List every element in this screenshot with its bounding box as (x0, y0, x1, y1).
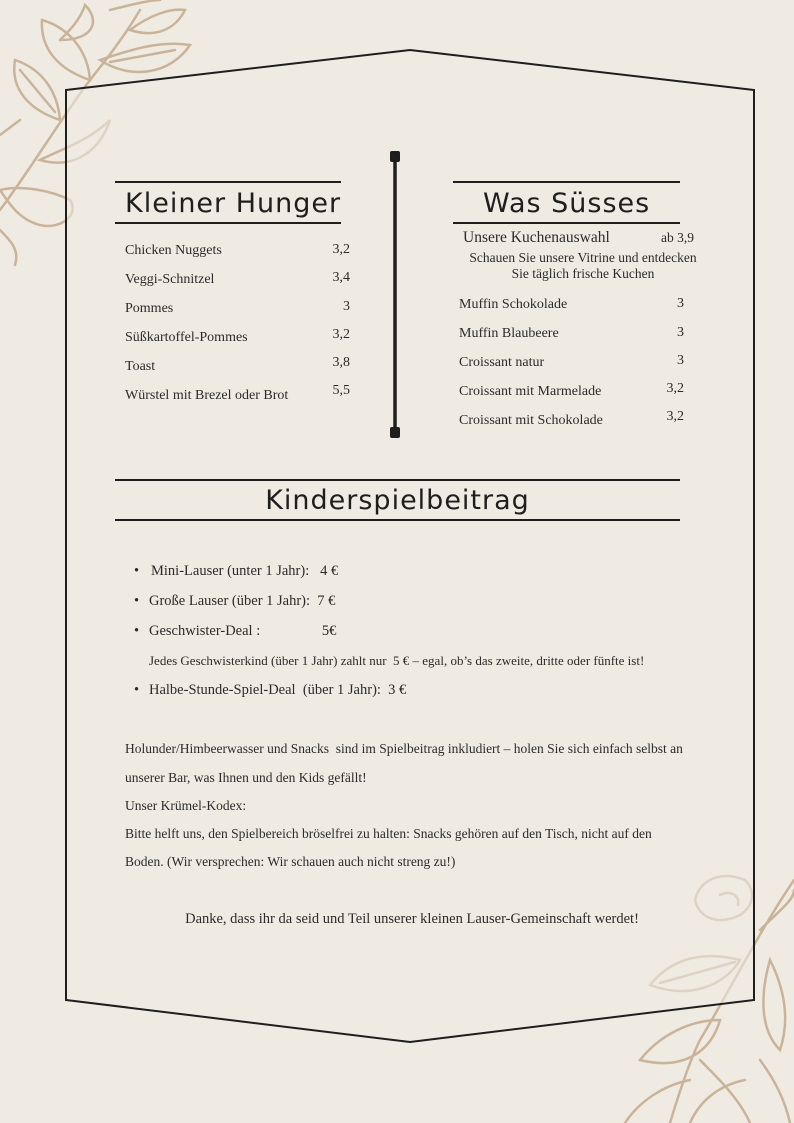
kodex-line: Bitte helft uns, den Spielbereich bröselfrei zu halten: Snacks gehören auf den Tisch, nicht auf den (125, 826, 652, 841)
info-paragraph-line: unserer Bar, was Ihnen und den Kids gefällt! (125, 770, 367, 785)
heading-rule-bottom (115, 222, 341, 224)
menu-item-name: Toast (125, 359, 156, 374)
price-bullet-text: Halbe-Stunde-Spiel-Deal (über 1 Jahr): 3 € (149, 682, 407, 698)
cake-note-line: Schauen Sie unsere Vitrine und entdecken (469, 250, 697, 265)
price-bullet-text: Mini-Lauser (unter 1 Jahr): 4 € (151, 563, 339, 579)
heading-rule-bottom (115, 519, 680, 521)
cake-note-line: Sie täglich frische Kuchen (511, 266, 655, 281)
heading-rule-top (115, 181, 341, 183)
kodex-title: Unser Krümel-Kodex: (125, 798, 247, 813)
menu-item-name: Muffin Schokolade (459, 297, 568, 312)
info-paragraph-line: Holunder/Himbeerwasser und Snacks sind im Spielbeitrag inkludiert – holen Sie sich einfach selbst an (125, 741, 683, 756)
menu-item-name: Veggi-Schnitzel (125, 272, 215, 287)
price-bullet-text: Große Lauser (über 1 Jahr): 7 € (149, 593, 336, 609)
menu-item-name: Muffin Blaubeere (459, 326, 559, 341)
heading-rule-top (115, 479, 680, 481)
section-heading-was-suesses: Was Süsses (483, 188, 651, 219)
price-bullet-text: Geschwister-Deal : 5€ (149, 623, 337, 639)
price-bullet-item (136, 563, 338, 580)
menu-item-price: 3,4 (332, 270, 350, 285)
menu-item-name: Pommes (125, 301, 174, 316)
cake-selection-price: ab 3,9 (661, 230, 694, 245)
menu-item-name: Chicken Nuggets (125, 243, 222, 258)
menu-item-price: 3,2 (332, 242, 350, 257)
kodex-line: Boden. (Wir versprechen: Wir schauen auch nicht streng zu!) (125, 854, 456, 869)
menu-item-name: Croissant natur (459, 355, 545, 370)
section-heading-kleiner-hunger: Kleiner Hunger (125, 188, 342, 219)
menu-item-price: 3 (343, 299, 350, 314)
thank-you-note: Danke, dass ihr da seid und Teil unserer kleinen Lauser-Gemeinschaft werdet! (185, 911, 639, 927)
menu-item-price: 3,8 (332, 355, 350, 370)
cake-selection-title: Unsere Kuchenauswahl (463, 229, 610, 246)
menu-item-price: 3,2 (332, 327, 350, 342)
menu-item-name: Würstel mit Brezel oder Brot (125, 388, 289, 403)
menu-item-price: 3,2 (666, 381, 684, 396)
sibling-note: Jedes Geschwisterkind (über 1 Jahr) zahlt nur 5 € – egal, ob’s das zweite, dritte oder fünfte ist! (149, 653, 645, 668)
menu-item-price: 3 (677, 296, 684, 311)
price-bullet-item (136, 623, 336, 640)
menu-item-name: Croissant mit Marmelade (459, 384, 602, 399)
menu-item-name: Croissant mit Schokolade (459, 413, 603, 428)
price-bullet-item (136, 593, 335, 610)
menu-item-price: 3 (677, 325, 684, 340)
menu-item-price: 3,2 (666, 409, 684, 424)
heading-rule-top (453, 181, 680, 183)
heading-rule-bottom (453, 222, 680, 224)
menu-item-price: 3 (677, 353, 684, 368)
menu-item-name: Süßkartoffel-Pommes (125, 330, 248, 345)
price-bullet-item (136, 682, 406, 699)
menu-item-price: 5,5 (332, 383, 350, 398)
section-heading-kinderspielbeitrag: Kinderspielbeitrag (265, 485, 530, 516)
